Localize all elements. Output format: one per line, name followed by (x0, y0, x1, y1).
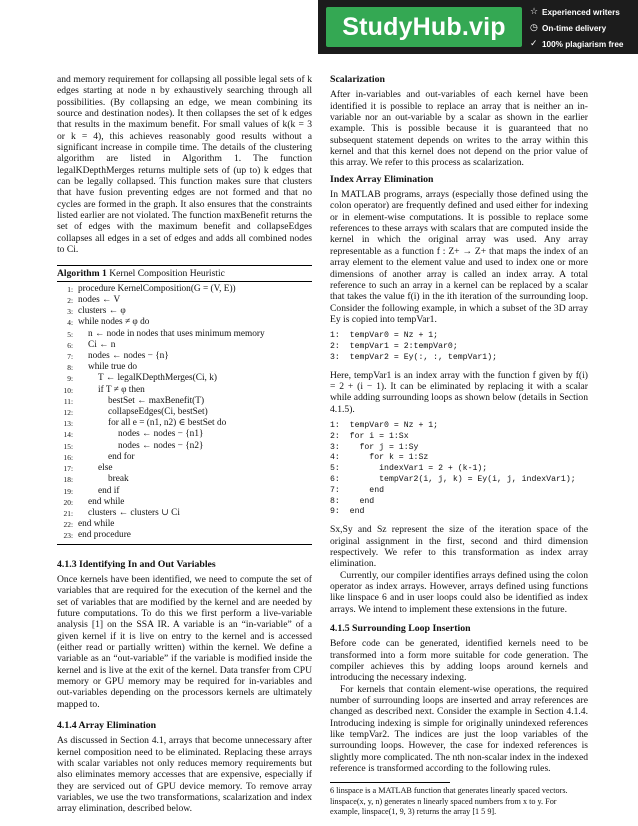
line-number: 17: (63, 464, 73, 474)
algorithm-line (57, 284, 312, 295)
line-number: 13: (63, 419, 73, 429)
algorithm-line (57, 329, 312, 340)
algorithm-line (57, 407, 312, 418)
line-number: 7: (67, 352, 73, 362)
algorithm-text: end if (98, 485, 120, 496)
code-line: 6: tempVar2(i, j, k) = Ey(i, j, indexVar1); (330, 474, 576, 484)
studyhub-banner[interactable] (318, 0, 638, 54)
algorithm-text: if T ≠ φ then (98, 384, 145, 395)
algorithm-text: collapseEdges(Ci, bestSet) (108, 407, 208, 418)
algorithm-title: Algorithm 1 Kernel Composition Heuristic (57, 266, 312, 282)
algorithm-line (57, 295, 312, 306)
section-4-1-3 (57, 559, 312, 710)
line-number: 23: (63, 531, 73, 541)
code-line: 1: tempVar0 = Nz + 1; (330, 420, 439, 430)
feature-item: ◷ On-time delivery (530, 21, 636, 36)
paragraph-size: Sx,Sy and Sz represent the size of the iteration space of the original assignment in the first, second and third dimension respectively. We refer to this transformation as index array elimination. (330, 524, 588, 570)
subsection-heading: Scalarization (330, 74, 385, 85)
paragraph-in-out: Once kernels have been identified, we need to compute the set of variables that are required for the execution of the kernel and the set of variables that are modified by the kernel and are needed by future computations. To do this we first perform a live-variable analysis [1] on the SSA IR. A variable is an “in-variable” of a given kernel if it is live on entry to the kernel and is accessed (either read or partially written) within the kernel. We define a variable as an “out-variable” if the variable is modified inside the kernel and is live at the exit of the kernel. Data transfer from CPU memory or GPU memory may be required for in-variables and out-variables depending on the processors kernels are ultimately mapped to. (57, 573, 312, 710)
algorithm-line (57, 519, 312, 530)
line-number: 1: (67, 284, 73, 294)
feature-item: ☆ Experienced writers (530, 5, 636, 20)
algorithm-text: clusters ← clusters ∪ Ci (88, 507, 180, 518)
footnote: 6 linspace is a MATLAB function that generates linearly spaced vectors. linspace(x, y, n) generates n linearly spaced numbers from x to y. For example, linspace(1, 9, 3) returns the array [1 5 9]. (330, 786, 568, 816)
algorithm-text: while true do (88, 362, 138, 373)
line-number: 3: (67, 307, 73, 317)
line-number: 6: (67, 340, 73, 350)
line-number: 5: (67, 329, 73, 339)
code-line: 7: end (330, 485, 385, 495)
line-number: 10: (63, 385, 73, 395)
algorithm-box (57, 265, 312, 545)
badge-icon: ✓ (530, 39, 538, 49)
code-line: 4: for k = 1:Sz (330, 453, 429, 463)
line-number: 20: (63, 497, 73, 507)
algorithm-text: for all e = (n1, n2) ∈ bestSet do (108, 418, 227, 429)
algorithm-text: nodes ← nodes − {n} (88, 351, 169, 362)
code-line: 3: tempVar2 = Ey(:, :, tempVar1); (330, 352, 498, 362)
algorithm-text: else (98, 463, 113, 474)
paragraph-index-array: In MATLAB programs, arrays (especially those defined using the colon operator) are frequently defined and used either for indexing or in element-wise computations. It is possible to replace some references to these arrays with scalars that are computed inside the kernel in which the original array was used. Any array representable as a function f : Z+ → Z+ that maps the index of an array element to the element value and used to index one or more dimensions of another array is called an index array. A total reference to such an array in a kernel can be replaced by a scalar that takes the value f(i) in the ith iteration of the surrounding loop. Consider the following example, in which a subset of the 3D array Ey is copied into tempVar1. (330, 189, 588, 325)
line-number: 4: (67, 318, 73, 328)
paragraph-here: Here, tempVar1 is an index array with the function f given by f(i) = 2 + (i − 1). It can be eliminated by replacing it with a scalar while adding surrounding loops as shown below (details in Section 4.1.5). (330, 369, 588, 415)
algorithm-text: clusters ← φ (78, 306, 126, 317)
code-line: 3: for j = 1:Sy (330, 442, 419, 452)
code-line: 5: indexVar1 = 2 + (k-1); (330, 464, 488, 474)
line-number: 19: (63, 486, 73, 496)
algorithm-text: end while (88, 496, 125, 507)
code-block-1 (330, 331, 588, 363)
algorithm-line (57, 441, 312, 452)
left-column (57, 74, 312, 815)
algorithm-line (57, 463, 312, 474)
line-number: 16: (63, 452, 73, 462)
algorithm-text: nodes ← nodes − {n1} (118, 429, 204, 440)
section-heading: 4.1.4 Array Elimination (57, 719, 157, 731)
paragraph-loop-insert-b: For kernels that contain element-wise operations, the required number of surrounding loops are inserted and array references are changed as described next. Consider the example in Section 4.1.4. Introducing indexing is simple for originally unindexed references like tempVar2. The indices are just the loop variables of the surrounding loops. However, the case for indexed references is slightly more complicated. The nth non-scalar index in the indexed reference is transformed according to the following rules. (330, 683, 588, 775)
algorithm-line (57, 396, 312, 407)
algorithm-line (57, 508, 312, 519)
star-icon: ☆ (530, 7, 539, 17)
code-line: 1: tempVar0 = Nz + 1; (330, 331, 439, 341)
section-heading: 4.1.3 Identifying In and Out Variables (57, 558, 216, 570)
algorithm-text: end while (78, 519, 115, 530)
line-number: 8: (67, 363, 73, 373)
algorithm-text: Ci ← n (88, 339, 116, 350)
algorithm-text: while nodes ≠ φ do (78, 317, 150, 328)
algorithm-line (57, 418, 312, 429)
algorithm-line (57, 385, 312, 396)
feature-list (530, 5, 636, 53)
algorithm-line (57, 530, 312, 541)
line-number: 12: (63, 408, 73, 418)
algorithm-line (57, 362, 312, 373)
algorithm-text: bestSet ← maxBenefit(T) (108, 395, 205, 406)
code-line: 2: tempVar1 = 2:tempVar0; (330, 342, 458, 352)
line-number: 22: (63, 520, 73, 530)
algorithm-line (57, 351, 312, 362)
line-number: 2: (67, 296, 73, 306)
line-number: 11: (63, 396, 73, 406)
line-number: 14: (63, 430, 73, 440)
section-heading: 4.1.5 Surrounding Loop Insertion (330, 622, 471, 634)
paragraph-array-elim: As discussed in Section 4.1, arrays that become unnecessary after kernel composition need to be eliminated. Replacing these arrays with scalar variables not only reduces memory requirements but also eliminates memory accesses that are expensive, especially if they are serviced out of GPU device memory. To remove array variables, we use the two transformations, scalarization and index array elimination, described below. (57, 735, 312, 815)
algorithm-line (57, 486, 312, 497)
algorithm-line (57, 306, 312, 317)
algorithm-text: nodes ← V (78, 295, 121, 306)
paragraph-loop-insert-a: Before code can be generated, identified kernels need to be transformed into a form more suitable for code generation. The compiler achieves this by adding loops around kernels and introducing the necessary indexing. (330, 638, 588, 684)
code-block-2 (330, 421, 588, 518)
algorithm-line (57, 340, 312, 351)
line-number: 9: (67, 374, 73, 384)
clock-icon: ◷ (530, 23, 538, 33)
line-number: 21: (63, 508, 73, 518)
algorithm-text: break (108, 474, 129, 485)
algorithm-text: nodes ← nodes − {n2} (118, 440, 204, 451)
paragraph-scalarization: After in-variables and out-variables of each kernel have been identified it is possible to replace an array that is neither an in-variable nor an out-variable by a scalar as shown in the earlier example. This is possible because it is guaranteed that no subsequent statement depends on writes to the array within this kernel and that this kernel does not depend on the prior value of this array. We refer to this process as scalarization. (330, 89, 588, 169)
brand-text: StudyHub.vip (342, 12, 506, 41)
code-line: 8: end (330, 496, 375, 506)
paragraph-clustering: and memory requirement for collapsing all possible legal sets of k edges starting at node n by exhaustively searching through all possibilities. (By collapsing an edge, we mean combining its source and destination nodes). It then collapses the set of k edges that results in the maximum benefit. For small values of k(k = 3 or k = 4), this achieves reasonably good results without a significant increase in compile time. The details of the clustering algorithm are listed in Algorithm 1. The function legalKDepthMerges returns multiple sets of (up to) k edges that can be legally collapsed. This function makes sure that clusters that have fusion preventing edges are not formed and that no cycles are formed in the graph. It also ensures that the constraints listed earlier are not violated. The function maxBenefit returns the set of edges with the maximum benefit and collapseEdges collapses all edges in a set of edges and adds all combined nodes to Ci. (57, 74, 312, 256)
algorithm-line (57, 474, 312, 485)
algorithm-lines (57, 282, 312, 544)
algorithm-line (57, 497, 312, 508)
algorithm-line (57, 373, 312, 384)
code-line: 9: end (330, 507, 365, 517)
subsection-heading: Index Array Elimination (330, 173, 434, 185)
line-number: 15: (63, 441, 73, 451)
algorithm-text: end procedure (78, 530, 131, 541)
section-4-1-4 (57, 720, 312, 815)
algorithm-text: end for (108, 451, 135, 462)
studyhub-logo[interactable] (326, 7, 522, 47)
paragraph-currently: Currently, our compiler identifies arrays defined using the colon operator as index arrays. However, arrays defined using functions like linspace 6 and in user loops could also be identified as index arrays. We intend to implement these extensions in the future. (330, 569, 588, 615)
feature-item: ✓ 100% plagiarism free (530, 37, 636, 52)
algorithm-text: T ← legalKDepthMerges(Ci, k) (98, 373, 217, 384)
footnote-rule (330, 782, 450, 783)
algorithm-line (57, 452, 312, 463)
right-column (330, 74, 588, 817)
line-number: 18: (63, 475, 73, 485)
algorithm-line (57, 317, 312, 328)
algorithm-text: procedure KernelComposition(G = (V, E)) (78, 283, 236, 294)
algorithm-line (57, 429, 312, 440)
algorithm-text: n ← node in nodes that uses minimum memory (88, 328, 265, 339)
code-line: 2: for i = 1:Sx (330, 431, 409, 441)
